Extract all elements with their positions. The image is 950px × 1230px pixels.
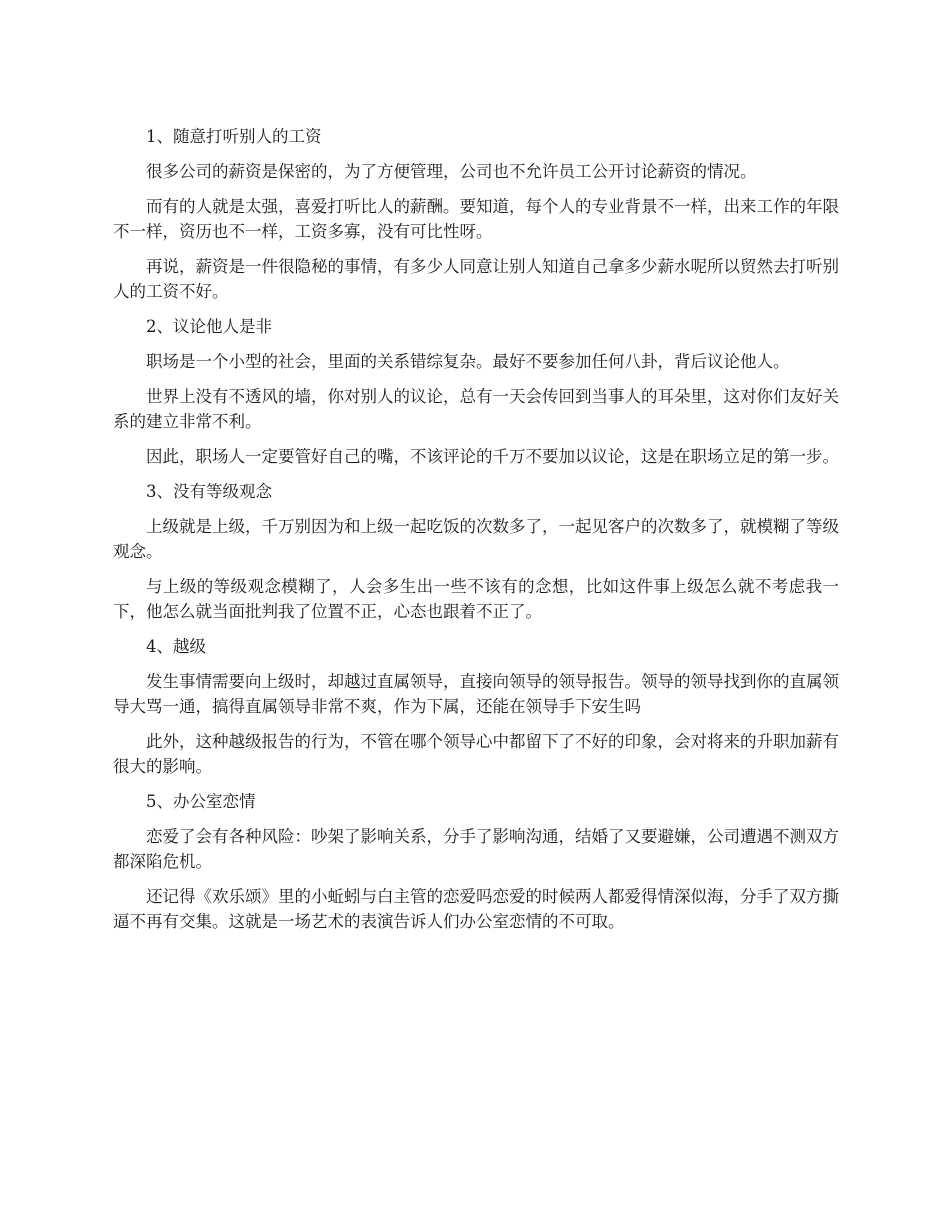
paragraph: 再说，薪资是一件很隐秘的事情，有多少人同意让别人知道自己拿多少薪水呢所以贸然去打听别人的工资不好。 xyxy=(113,257,839,301)
paragraph: 而有的人就是太强，喜爱打听比人的薪酬。要知道，每个人的专业背景不一样，出来工作的年限不一样，资历也不一样，工资多寡，没有可比性呀。 xyxy=(113,197,839,241)
paragraph: 因此，职场人一定要管好自己的嘴，不该评论的千万不要加以议论，这是在职场立足的第一步。 xyxy=(146,447,839,466)
article-body xyxy=(113,124,839,944)
section-heading: 5、办公室恋情 xyxy=(146,792,256,811)
paragraph: 此外，这种越级报告的行为，不管在哪个领导心中都留下了不好的印象，会对将来的升职加薪有很大的影响。 xyxy=(113,732,839,776)
paragraph: 世界上没有不透风的墙，你对别人的议论，总有一天会传回到当事人的耳朵里，这对你们友好关系的建立非常不利。 xyxy=(113,387,839,431)
paragraph: 还记得《欢乐颂》里的小蚯蚓与白主管的恋爱吗恋爱的时候两人都爱得情深似海，分手了双方撕逼不再有交集。这就是一场艺术的表演告诉人们办公室恋情的不可取。 xyxy=(113,887,839,931)
section-heading: 4、越级 xyxy=(146,637,206,656)
paragraph: 上级就是上级，千万别因为和上级一起吃饭的次数多了，一起见客户的次数多了，就模糊了等级观念。 xyxy=(113,517,839,561)
paragraph: 恋爱了会有各种风险：吵架了影响关系，分手了影响沟通，结婚了又要避嫌，公司遭遇不测双方都深陷危机。 xyxy=(113,827,839,871)
paragraph: 发生事情需要向上级时，却越过直属领导，直接向领导的领导报告。领导的领导找到你的直属领导大骂一通，搞得直属领导非常不爽，作为下属，还能在领导手下安生吗 xyxy=(113,672,839,716)
paragraph: 职场是一个小型的社会，里面的关系错综复杂。最好不要参加任何八卦，背后议论他人。 xyxy=(146,352,790,371)
section-heading: 1、随意打听别人的工资 xyxy=(146,127,322,146)
section-heading: 2、议论他人是非 xyxy=(146,317,272,336)
paragraph: 与上级的等级观念模糊了，人会多生出一些不该有的念想，比如这件事上级怎么就不考虑我一下，他怎么就当面批判我了位置不正，心态也跟着不正了。 xyxy=(113,577,839,621)
section-heading: 3、没有等级观念 xyxy=(146,482,272,501)
paragraph: 很多公司的薪资是保密的，为了方便管理，公司也不允许员工公开讨论薪资的情况。 xyxy=(146,162,757,181)
